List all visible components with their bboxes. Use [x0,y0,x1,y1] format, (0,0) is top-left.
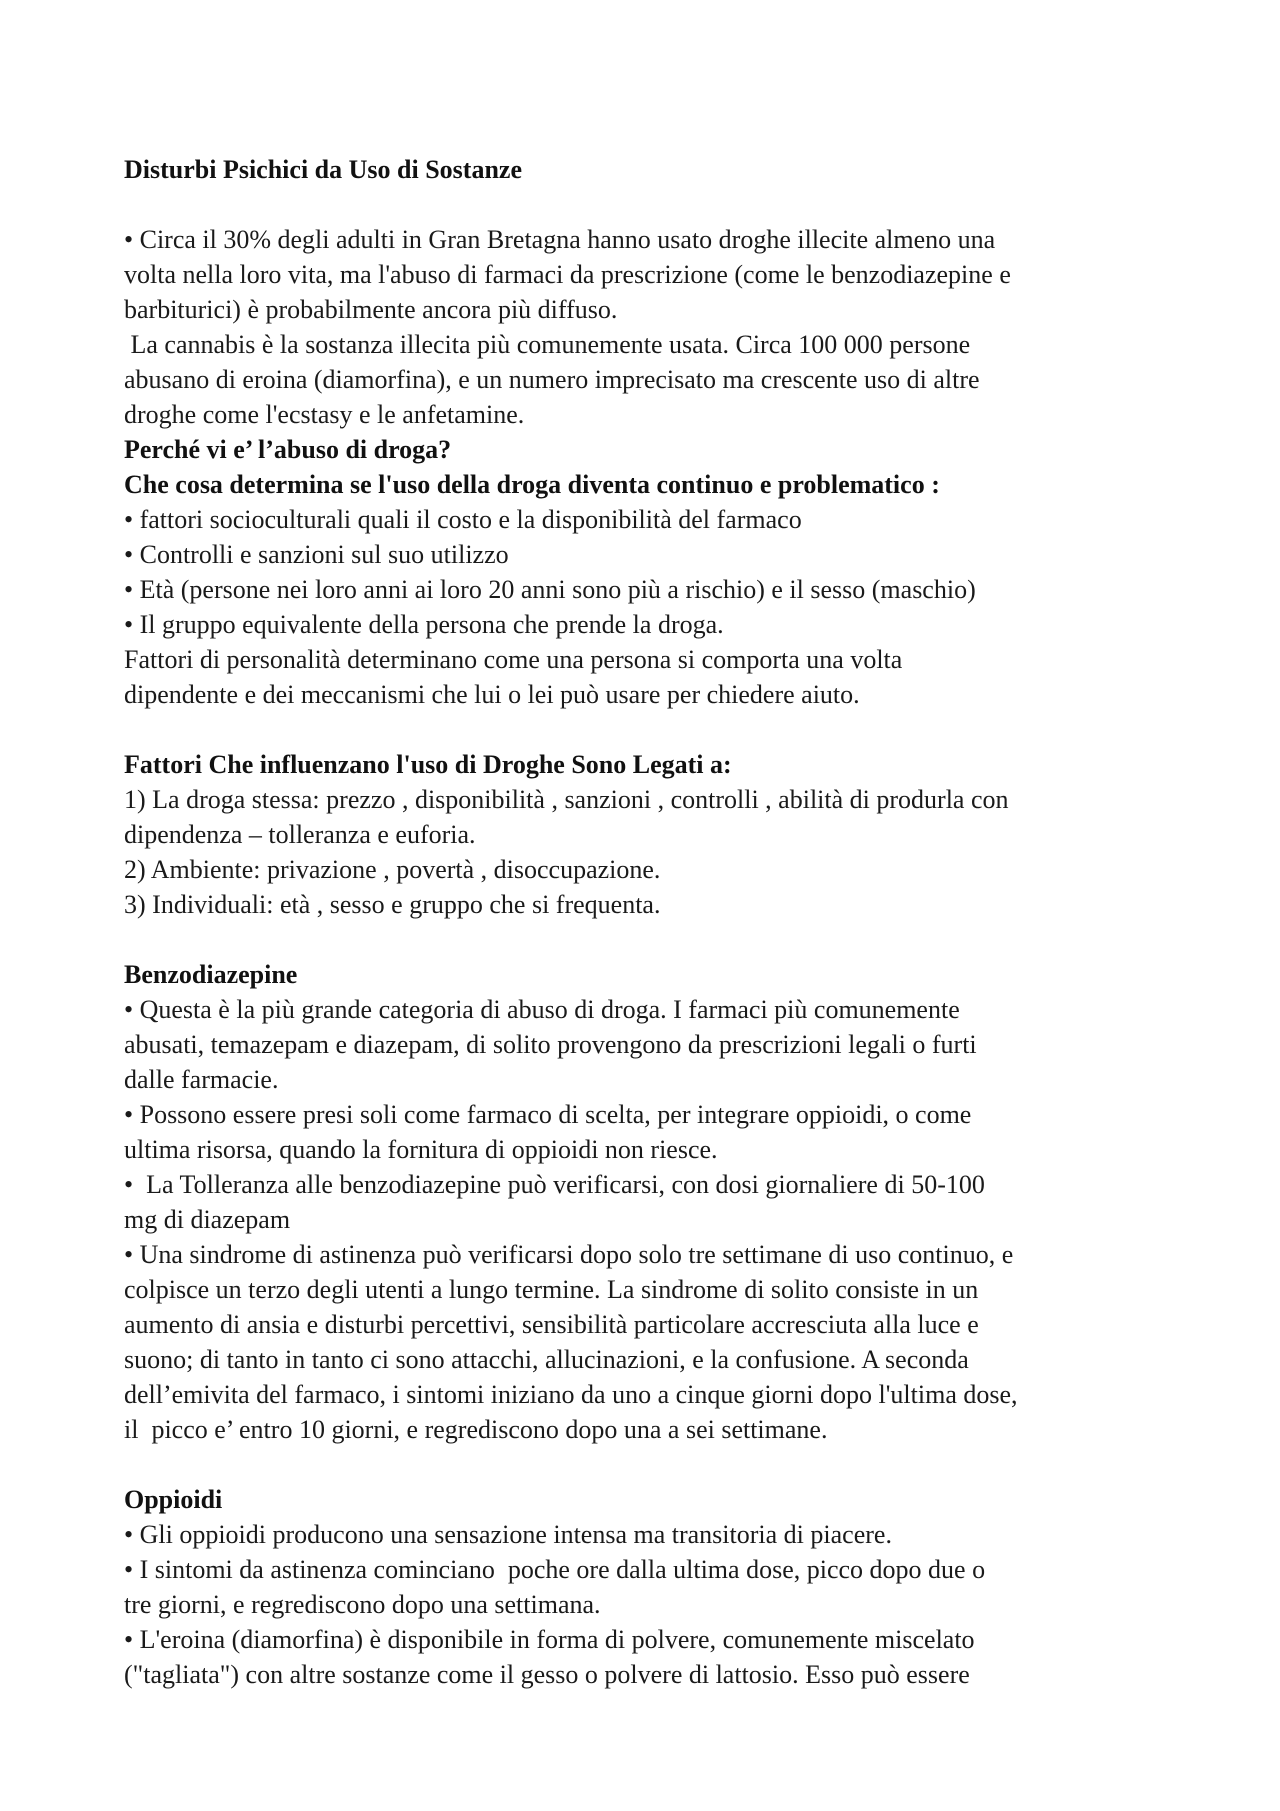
list-item: • Età (persone nei loro anni ai loro 20 anni sono più a rischio) e il sesso (maschio) [124,575,976,604]
what-heading: Che cosa determina se l'uso della droga diventa continuo e problematico : [124,470,940,499]
factors-section [124,782,1184,922]
factors-heading: Fattori Che influenzano l'uso di Droghe Sono Legati a: [124,750,732,779]
list-item: • Controlli e sanzioni sul suo utilizzo [124,540,509,569]
list-item: dipendenza – tolleranza e euforia. [124,820,476,849]
why-heading: Perché vi e’ l’abuso di droga? [124,435,452,464]
paragraph-line: • Una sindrome di astinenza può verificarsi dopo solo tre settimane di uso continuo, e [124,1240,1014,1269]
paragraph-line: aumento di ansia e disturbi percettivi, sensibilità particolare accresciuta alla luce e [124,1310,979,1339]
paragraph-line: ultima risorsa, quando la fornitura di oppioidi non riesce. [124,1135,718,1164]
paragraph-line: dipendente e dei meccanismi che lui o lei può usare per chiedere aiuto. [124,680,860,709]
document-body [124,152,1184,1692]
opioid-heading: Oppioidi [124,1485,223,1514]
paragraph-line: tre giorni, e regrediscono dopo una settimana. [124,1590,601,1619]
list-item: • fattori socioculturali quali il costo e la disponibilità del farmaco [124,505,802,534]
paragraph-line: • La Tolleranza alle benzodiazepine può verificarsi, con dosi giornaliere di 50-100 [124,1170,985,1199]
list-item: 3) Individuali: età , sesso e gruppo che si frequenta. [124,890,661,919]
paragraph-line: dell’emivita del farmaco, i sintomi iniziano da uno a cinque giorni dopo l'ultima dose, [124,1380,1018,1409]
document-title: Disturbi Psichici da Uso di Sostanze [124,155,522,184]
paragraph-line: • Gli oppioidi producono una sensazione intensa ma transitoria di piacere. [124,1520,892,1549]
benzodiazepine-section [124,992,1184,1447]
opioid-section [124,1517,1184,1692]
paragraph-line: • L'eroina (diamorfina) è disponibile in forma di polvere, comunemente miscelato [124,1625,975,1654]
benzodiazepine-heading: Benzodiazepine [124,960,298,989]
spacer [124,922,1184,957]
paragraph-line: ("tagliata") con altre sostanze come il gesso o polvere di lattosio. Esso può essere [124,1660,970,1689]
spacer [124,712,1184,747]
intro-line: droghe come l'ecstasy e le anfetamine. [124,400,525,429]
intro-line: volta nella loro vita, ma l'abuso di farmaci da prescrizione (come le benzodiazepine e [124,260,1011,289]
intro-line: La cannabis è la sostanza illecita più comunemente usata. Circa 100 000 persone [124,330,971,359]
intro-line: barbiturici) è probabilmente ancora più diffuso. [124,295,618,324]
paragraph-line: mg di diazepam [124,1205,291,1234]
paragraph-line: il picco e’ entro 10 giorni, e regrediscono dopo una a sei settimane. [124,1415,828,1444]
intro-line: • Circa il 30% degli adulti in Gran Bretagna hanno usato droghe illecite almeno una [124,225,996,254]
list-item: 1) La droga stessa: prezzo , disponibilità , sanzioni , controlli , abilità di produrla con [124,785,1009,814]
paragraph-line: suono; di tanto in tanto ci sono attacchi, allucinazioni, e la confusione. A seconda [124,1345,969,1374]
paragraph-line: Fattori di personalità determinano come una persona si comporta una volta [124,645,903,674]
paragraph-line: dalle farmacie. [124,1065,279,1094]
paragraph-line: • Possono essere presi soli come farmaco di scelta, per integrare oppioidi, o come [124,1100,972,1129]
spacer [124,1447,1184,1482]
list-item: • Il gruppo equivalente della persona che prende la droga. [124,610,724,639]
spacer [124,187,1184,222]
intro-section [124,222,1184,432]
paragraph-line: • I sintomi da astinenza cominciano poche ore dalla ultima dose, picco dopo due o [124,1555,986,1584]
list-item: 2) Ambiente: privazione , povertà , disoccupazione. [124,855,661,884]
intro-line: abusano di eroina (diamorfina), e un numero imprecisato ma crescente uso di altre [124,365,980,394]
paragraph-line: abusati, temazepam e diazepam, di solito provengono da prescrizioni legali o furti [124,1030,977,1059]
paragraph-line: • Questa è la più grande categoria di abuso di droga. I farmaci più comunemente [124,995,960,1024]
paragraph-line: colpisce un terzo degli utenti a lungo termine. La sindrome di solito consiste in un [124,1275,979,1304]
what-section [124,502,1184,712]
